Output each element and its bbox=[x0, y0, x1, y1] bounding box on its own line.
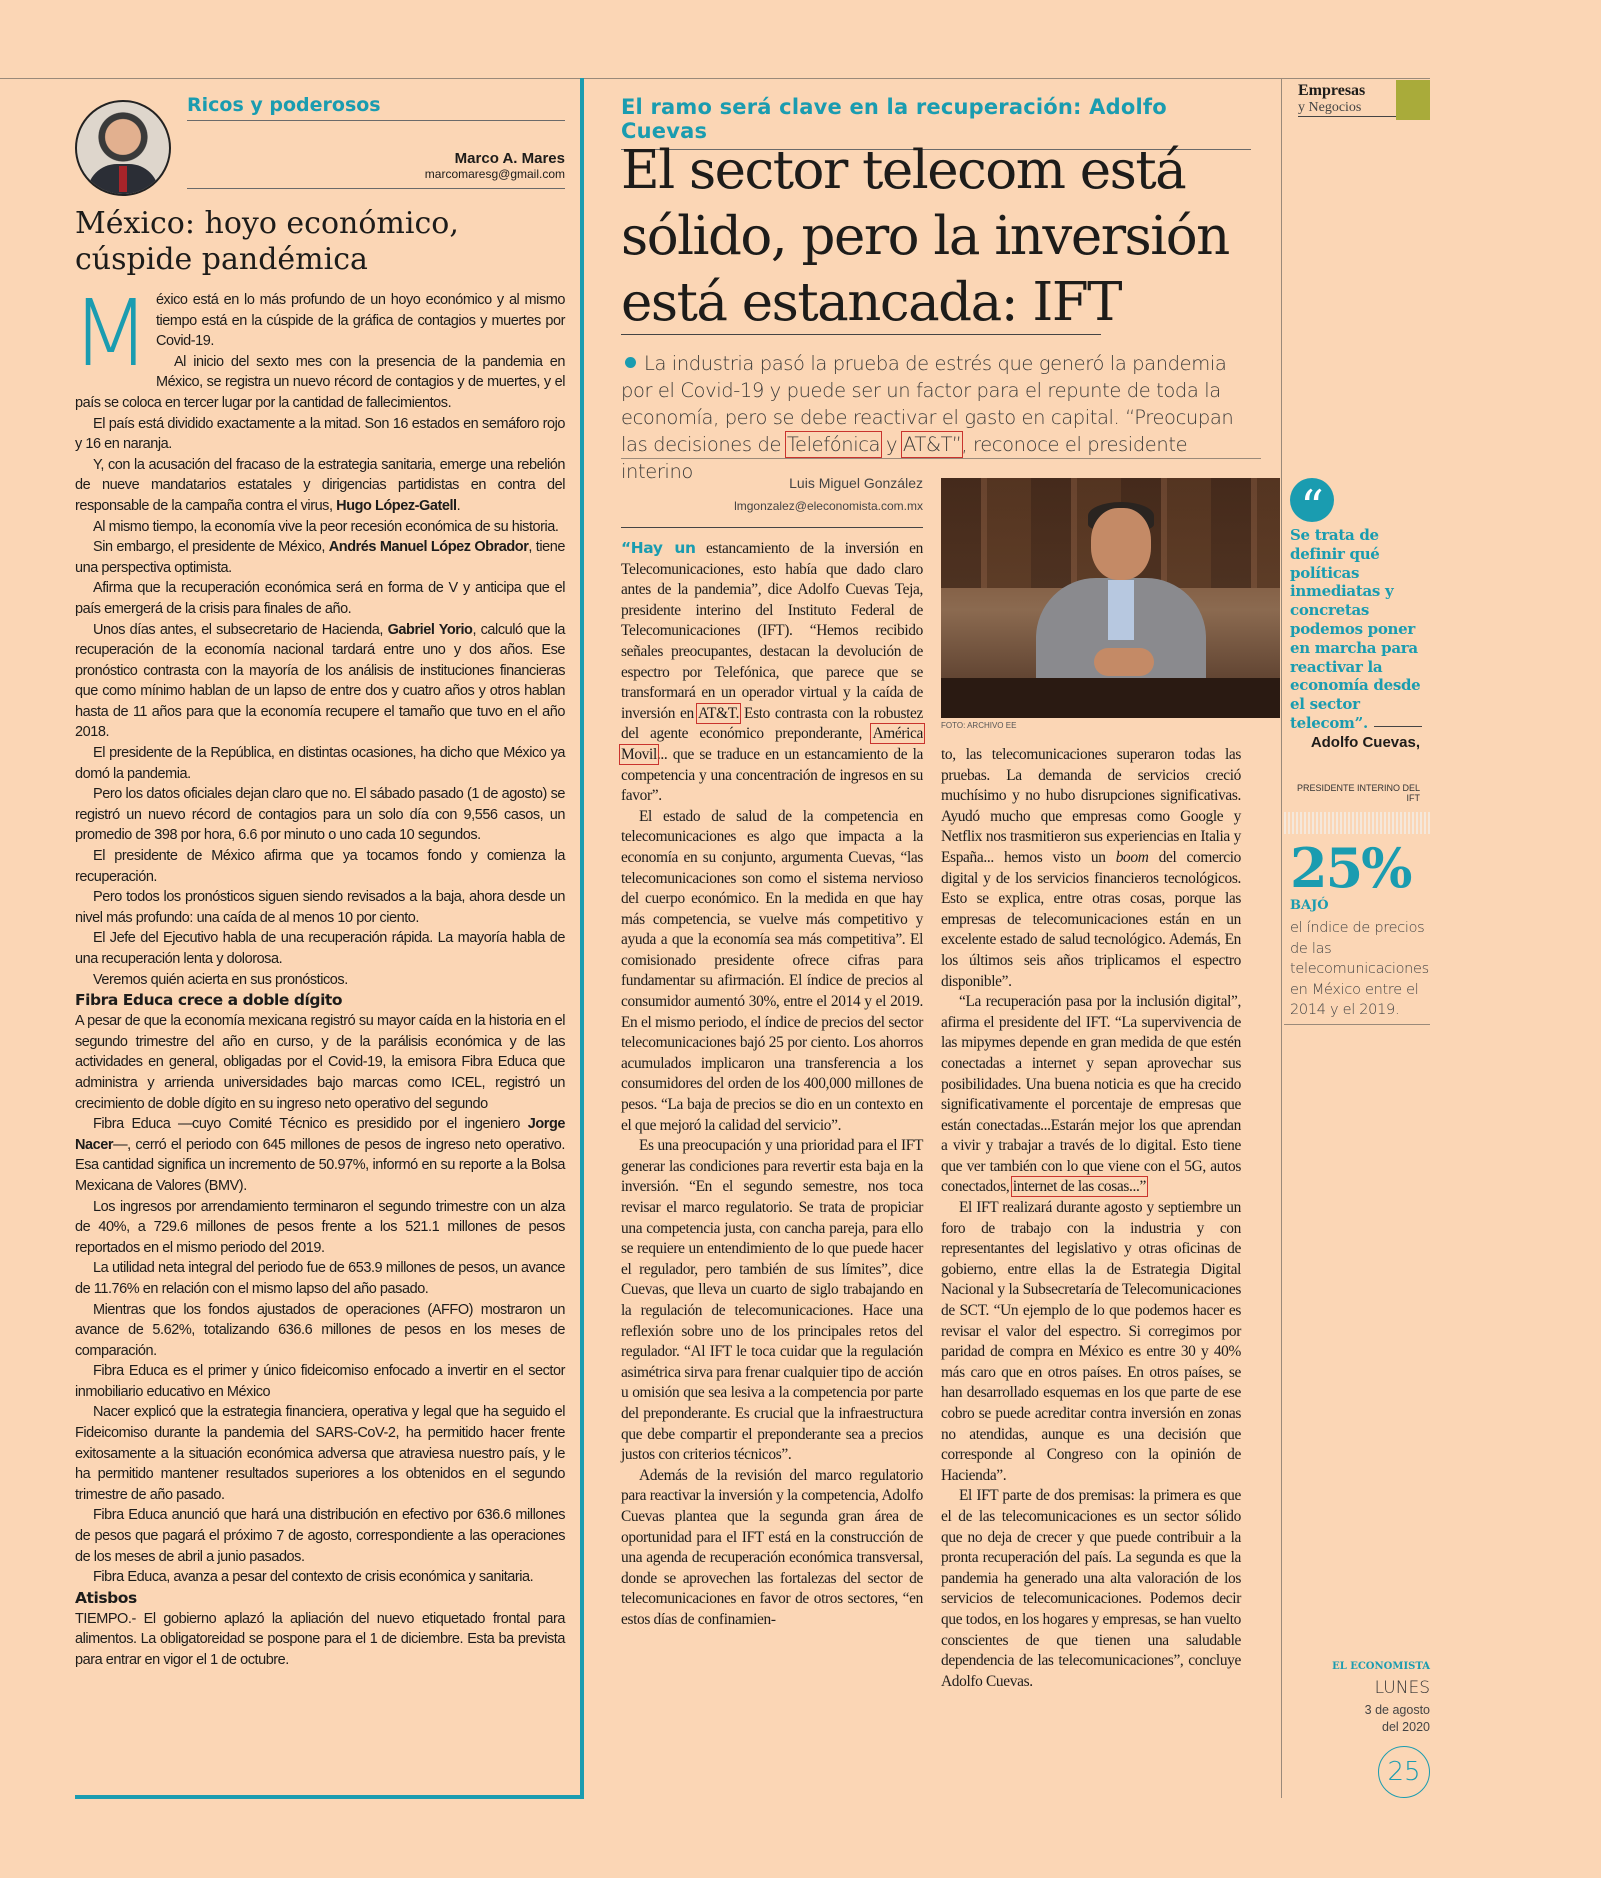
paragraph: Al inicio del sexto mes con la presencia de la pandemia en México, se registra un nuevo récord de contagios y de muertes, y el país se coloca en tercer lugar por la cantidad de fallecimientos. bbox=[75, 353, 565, 411]
section-label-line1: Empresas bbox=[1298, 82, 1366, 99]
article-body-col1 bbox=[621, 538, 923, 1630]
opinion-column bbox=[71, 84, 566, 1794]
paragraph: El país está dividido exactamente a la mitad. Son 16 estados en semáforo rojo y 16 en naranja. bbox=[75, 415, 565, 453]
paragraph: Nacer explicó que la estrategia financiera, operativa y legal que ha seguido el Fideicomiso durante la pandemia del SARS-CoV-2, ha permitido hacer frente exitosamente a la situación económica adversa que atraviesa nuestro país, y le ha permitido mantener resultados superiores a los obtenidos en el segundo trimestre de año pasado. bbox=[75, 1404, 565, 1503]
column-headline: México: hoyo económico, cúspide pandémica bbox=[75, 206, 459, 277]
drop-cap: M bbox=[71, 280, 150, 387]
paragraph: México está en lo más profundo de un hoyo económico y al mismo tiempo está en la cúspide de la gráfica de contagios y muertes por Covid-19. bbox=[71, 280, 565, 387]
article-headline: El sector telecom está sólido, pero la inversión está estancada: IFT bbox=[621, 140, 1229, 333]
stat-value: 25% bbox=[1290, 836, 1411, 900]
pull-quote: Se trata de definir qué políticas inmediatas y concretas podemos poner en marcha para reactivar la economía desde el sector telecom”. bbox=[1290, 526, 1421, 732]
highlight-att[interactable]: AT&T” bbox=[902, 433, 962, 456]
sidebar-rule bbox=[1281, 78, 1282, 1798]
author-block bbox=[425, 150, 565, 181]
paragraph: Sin embargo, el presidente de México, Andrés Manuel López Obrador, tiene una perspectiva optimista. bbox=[75, 539, 565, 576]
stat-description: el índice de precios de las telecomunicaciones en México entre el 2014 y el 2019. bbox=[1290, 920, 1429, 1018]
column-border-bottom bbox=[75, 1795, 584, 1799]
paragraph: “La recuperación pasa por la inclusión digital”, afirma el presidente del IFT. “La supervivencia de las mipymes depende en gran medida de que estén conectadas a internet y sepan aprovechar sus posibilidades. Una buena noticia es que ha crecido significativamente el porcentaje de empresas que están conectadas...Estarán mejor los que aprendan a vivir y trabajar a través de lo digital. Esto tiene que ver también con lo que viene con el 5G, autos conectados, internet de las cosas...” bbox=[941, 993, 1241, 1196]
section-color-block bbox=[1396, 80, 1430, 120]
paragraph: Mientras que los fondos ajustados de operaciones (AFFO) mostraron un avance de 5.62%, totalizando 636.6 millones de pesos en los meses de comparación. bbox=[75, 1301, 565, 1359]
paragraph: El Jefe del Ejecutivo habla de una recuperación rápida. La mayoría habla de una recuperación lenta y dolorosa. bbox=[75, 930, 565, 967]
byline-name: Luis Miguel González bbox=[789, 475, 923, 491]
paragraph: El presidente de México afirma que ya tocamos fondo y comienza la recuperación. bbox=[75, 848, 565, 885]
author-email[interactable]: marcomaresg@gmail.com bbox=[424, 167, 565, 181]
paragraph: Fibra Educa anunció que hará una distribución en efectivo por 636.6 millones de pesos que pagará el próximo 7 de agosto, correspondiente a las operaciones de los meses de abril a junio pasados. bbox=[75, 1507, 565, 1565]
paragraph: Fibra Educa es el primer y único fideicomiso enfocado a invertir en el sector inmobiliario educativo en México bbox=[75, 1363, 565, 1400]
paragraph: Fibra Educa —cuyo Comité Técnico es presidido por el ingeniero Jorge Nacer—, cerró el periodo con 645 millones de pesos de ingreso neto operativo. Esa cantidad significa un incremento de 50.97%, informó en su reporte a la Bolsa Mexicana de Valores (BMV). bbox=[75, 1116, 565, 1194]
issue-date: 3 de agosto del 2020 bbox=[1364, 1703, 1430, 1734]
column-section-title: Ricos y poderosos bbox=[187, 94, 565, 121]
paragraph: Es una preocupación y una prioridad para el IFT generar las condiciones para revertir esta baja en la inversión. “En el segundo semestre, nos toca revisar el marco regulatorio. Se trata de propiciar una competencia justa, con cancha pareja, para ello se requiere un entendimiento de lo que puede hacer el regulador, pero también de sus límites”, dice Cuevas, que lleva un cuarto de siglo trabajando en la regulación de telecomunicaciones. Hace una reflexión sobre uno de los principales retos del regulador. “Al IFT le toca cuidar que la regulación asimétrica sirva para frenar cualquier tipo de acción u omisión que sea lesiva a la competencia por parte del preponderante. Es crucial que la infraestructura que debe compartir el preponderante sea a precios justos con criterios técnicos”. bbox=[621, 1137, 923, 1464]
paragraph: Pero todos los pronósticos siguen siendo revisados a la baja, ahora desde un nivel más profundo: una caída de al menos 10 por ciento. bbox=[75, 889, 565, 926]
article-photo bbox=[941, 478, 1280, 718]
paragraph: “Hay un estancamiento de la inversión en Telecomunicaciones, esto había que dado claro antes de la pandemia”, dice Adolfo Cuevas Teja, presidente interino del Instituto Federal de Telecomunicaciones (IFT). “Hemos recibido señales preocupantes, destacan la devolución de espectro por Telefónica, que parece que se transformará en un operador virtual y la caída de inversión en AT&T. Esto contrasta con la robustez del agente económico preponderante, América Movil... que se traduce en un estancamiento de la competencia y una concentración de ingresos en su favor”. bbox=[621, 539, 923, 805]
subheading: Fibra Educa crece a doble dígito bbox=[75, 991, 343, 1010]
author-name: Marco A. Mares bbox=[454, 150, 565, 167]
byline-email[interactable]: lmgonzalez@eleconomista.com.mx bbox=[734, 499, 923, 513]
quote-rule bbox=[1374, 726, 1422, 727]
highlight-att-body[interactable]: AT&T. bbox=[697, 704, 740, 722]
lead-in: “Hay un bbox=[621, 539, 696, 557]
subheading: Atisbos bbox=[75, 1588, 137, 1607]
headline-rule bbox=[621, 334, 1101, 335]
paragraph: Al mismo tiempo, la economía vive la peor recesión económica de su historia. bbox=[93, 518, 559, 535]
deck-rule bbox=[621, 458, 1261, 459]
paragraph: Veremos quién acierta en sus pronósticos. bbox=[93, 971, 348, 988]
stat-rule bbox=[1284, 1024, 1430, 1025]
quote-author: Adolfo Cuevas, bbox=[1310, 734, 1420, 751]
issue-day: LUNES bbox=[1374, 1678, 1430, 1698]
stat-band bbox=[1284, 812, 1430, 834]
highlight-internet-cosas[interactable]: internet de las cosas...” bbox=[1012, 1178, 1147, 1196]
paragraph: La utilidad neta integral del periodo fue de 653.9 millones de pesos, un avance de 11.76% en relación con el mismo lapso del año pasado. bbox=[75, 1260, 565, 1297]
highlight-telefonica[interactable]: Telefónica bbox=[786, 433, 881, 456]
quote-icon: “ bbox=[1290, 478, 1334, 522]
byline-rule bbox=[621, 527, 923, 528]
article-body-col2 bbox=[941, 745, 1241, 1692]
bullet-icon bbox=[625, 357, 636, 368]
quote-role: PRESIDENTE INTERINO DEL IFT bbox=[1296, 783, 1420, 803]
paragraph: Y, con la acusación del fracaso de la estrategia sanitaria, emerge una rebelión de nueve mandatarios estatales y dirigencias partidistas en contra del responsable de la campaña contra el virus, Hugo López-Gatell. bbox=[75, 456, 565, 514]
article-deck: La industria pasó la prueba de estrés que generó la pandemia por el Covid-19 y puede ser un factor para el repunte de toda la economía, pero se debe reactivar el gasto en capital. “Preocupan las decisiones de Telefónica y AT&T”, reconoce el presidente interino bbox=[621, 352, 1234, 483]
paragraph: A pesar de que la economía mexicana registró su mayor caída en la historia en el segundo trimestre del año en curso, y de la parálisis económica y de las actividades en general, obligadas por el Covid-19, la emisora Fibra Educa que administra y arrienda universidades bajo marcas como ICEL, registró un crecimiento de doble dígito en su ingreso neto operativo del segundo bbox=[75, 1013, 565, 1112]
section-label-line2: y Negocios bbox=[1298, 100, 1398, 117]
stat-label: BAJÓ bbox=[1290, 898, 1329, 913]
highlight-america-movil[interactable]: América Movil bbox=[621, 725, 923, 763]
paragraph: Fibra Educa, avanza a pesar del contexto de crisis económica y sanitaria. bbox=[93, 1569, 534, 1586]
newspaper-logo: EL ECONOMISTA bbox=[1332, 1661, 1430, 1672]
byline bbox=[621, 475, 923, 513]
paragraph: TIEMPO.- El gobierno aplazó la apliación del nuevo etiquetado frontal para alimentos. La obligatoreidad se pospone para el 1 de diciembre. Esta ba prevista para entrar en vigor el 1 de octubre. bbox=[75, 1610, 565, 1668]
photo-credit: FOTO: ARCHIVO EE bbox=[941, 721, 1017, 730]
article-kicker: El ramo será clave en la recuperación: Adolfo Cuevas bbox=[621, 95, 1251, 150]
paragraph: Pero los datos oficiales dejan claro que no. El sábado pasado (1 de agosto) se registró un nuevo récord de contagios para un solo día con 9,556 casos, un promedio de 398 por hora, 6.6 por minuto o uno cada 10 segundos. bbox=[75, 786, 565, 844]
page-number: 25 bbox=[1378, 1746, 1430, 1798]
paragraph: El IFT parte de dos premisas: la primera es que el de las telecomunicaciones es un sector sólido que no deja de crecer y que puede contribuir a la pronta recuperación del país. La segunda es que la pandemia ha generado una alta valoración de los servicios de telecomunicaciones. Podemos decir que todos, en los hogares y empresas, se han vuelto conscientes de que tienen una saludable dependencia de las telecomunicaciones”, concluye Adolfo Cuevas. bbox=[941, 1487, 1241, 1690]
paragraph: El IFT realizará durante agosto y septiembre un foro de trabajo con la industria y con representantes del legislativo y otras oficinas de gobierno, entre ellas la de Estrategia Digital Nacional y la Subsecretaría de Telecomunicaciones de SCT. “Un ejemplo de lo que podemos hacer es revisar el valor del espectro. Si corregimos por paridad de compra en México es entre 30 y 40% más caro que en otros países. En otros países, se han desarrollado esquemas en los que parte de ese cobro se puede acreditar contra inversión en zonas no atendidas, aunque es una decisión que corresponde al Congreso con la opinión de Hacienda”. bbox=[941, 1199, 1241, 1484]
column-border-right bbox=[580, 78, 584, 1798]
section-label bbox=[1298, 82, 1398, 117]
paragraph: Los ingresos por arrendamiento terminaron el segundo trimestre con un alza de 40%, a 729.6 millones de pesos frente a los 521.1 millones de pesos reportados en el mismo periodo del 2019. bbox=[75, 1198, 565, 1256]
paragraph: to, las telecomunicaciones superaron todas las pruebas. La demanda de servicios creció muchísimo y no hubo disrupciones significativas. Ayudó mucho que empresas como Google y Netflix nos trasmitieron sus experiencias en Italia y España... hemos visto un boom del comercio digital y de los servicios financieros tecnológicos. Esto se explica, entre otras cosas, porque las empresas de telecomunicaciones están en un excelente estado de salud tecnológico. Además, En los últimos seis años triplicamos el espectro disponible”. bbox=[941, 746, 1242, 990]
author-rule bbox=[187, 188, 565, 189]
paragraph: Afirma que la recuperación económica será en forma de V y anticipa que el país emergerá de la crisis para finales de año. bbox=[75, 580, 565, 617]
author-avatar bbox=[75, 100, 171, 196]
paragraph: Unos días antes, el subsecretario de Hacienda, Gabriel Yorio, calculó que la recuperación de la economía nacional tardará entre uno y dos años. Ese pronóstico contrasta con la mayoría de los análisis de instituciones financieras que como mínimo hablan de un lapso de entre dos y cuatro años y otros hablan hasta de 11 años para que la economía recupere el tamaño que tuvo en el año 2018. bbox=[75, 621, 566, 741]
paragraph: El estado de salud de la competencia en telecomunicaciones es algo que impacta a la economía en su conjunto, argumenta Cuevas, “las telecomunicaciones son como el sistema nervioso del cuerpo económico. En la medida en que hay más competencia, se vuelve más competitivo y ayuda a que la economía sea más competitiva”. El comisionado presidente ofrece cifras para fundamentar su afirmación. El índice de precios al consumidor aumentó 30%, entre el 2014 y el 2019. En el mismo periodo, el índice de precios del sector telecomunicaciones bajó 25 por ciento. Los ahorros acumulados implicaron una transferencia a los consumidores del orden de los 400,000 millones de pesos. “La baja de precios se dio en un contexto en el que mejoró la calidad del servicio”. bbox=[621, 807, 923, 1134]
paragraph: Además de la revisión del marco regulatorio para reactivar la inversión y la competencia, Adolfo Cuevas plantea que la segunda gran área de oportunidad para el IFT está en la construcción de una agenda de recuperación económica transversal, donde se aprovechen las fortalezas del sector de telecomunicaciones en favor de otros sectores, “en estos días de confinamien- bbox=[621, 1466, 923, 1628]
paragraph: El presidente de la República, en distintas ocasiones, ha dicho que México ya domó la pandemia. bbox=[75, 745, 565, 782]
column-body bbox=[71, 280, 566, 1671]
top-rule bbox=[0, 78, 1430, 79]
